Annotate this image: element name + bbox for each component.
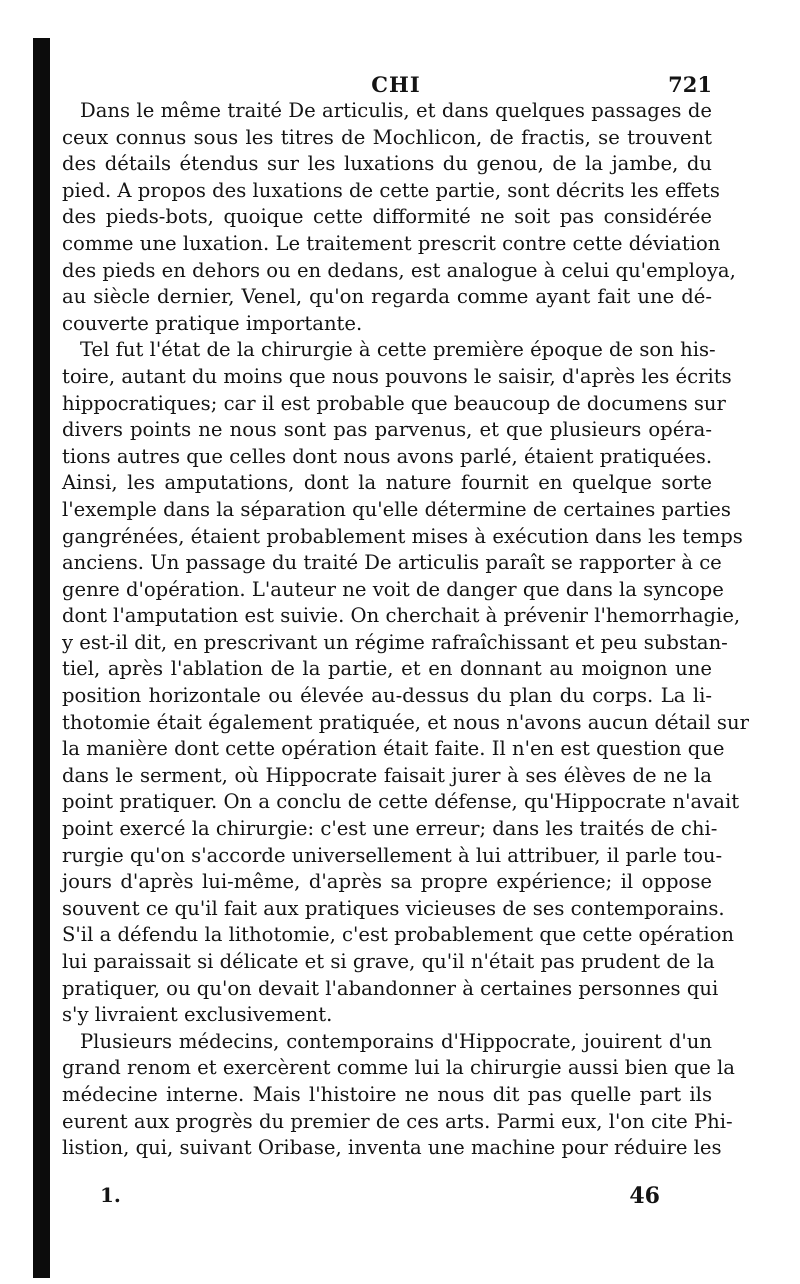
text-line: tions autres que celles dont nous avons parlé, étaient pratiquées. xyxy=(62,444,713,468)
text-line: tiel, après l'ablation de la partie, et en donnant au moignon une xyxy=(62,657,712,681)
text-line: pratiquer, ou qu'on devait l'abandonner à certaines personnes qui xyxy=(62,976,719,1000)
text-line: y est-il dit, en prescrivant un régime rafraîchissant et peu substan- xyxy=(62,630,728,654)
text-line: Ainsi, les amputations, dont la nature fournit en quelque sorte xyxy=(62,471,712,495)
text-line: des pieds en dehors ou en dedans, est analogue à celui qu'employa, xyxy=(62,258,736,282)
page-edge-shadow xyxy=(33,38,50,1278)
text-line: jours d'après lui-même, d'après sa propre expérience; il oppose xyxy=(62,870,712,894)
signature-number: 46 xyxy=(629,1183,660,1209)
text-line: dont l'amputation est suivie. On cherchait à prévenir l'hemorrhagie, xyxy=(62,604,741,628)
text-line: listion, qui, suivant Oribase, inventa une machine pour réduire les xyxy=(62,1136,722,1160)
text-line: eurent aux progrès du premier de ces arts. Parmi eux, l'on cite Phi- xyxy=(62,1109,733,1133)
page-number: 721 xyxy=(668,72,712,97)
text-line: toire, autant du moins que nous pouvons le saisir, d'après les écrits xyxy=(62,364,732,388)
page-footer xyxy=(80,1183,712,1213)
text-line: dans le serment, où Hippocrate faisait jurer à ses élèves de ne la xyxy=(62,763,712,787)
text-line: au siècle dernier, Venel, qu'on regarda comme ayant fait une dé- xyxy=(62,285,712,309)
text-line: genre d'opération. L'auteur ne voit de danger que dans la syncope xyxy=(62,577,724,601)
text-line: couverte pratique importante. xyxy=(62,311,363,335)
text-line: Plusieurs médecins, contemporains d'Hippocrate, jouirent d'un xyxy=(80,1029,712,1053)
text-line: comme une luxation. Le traitement prescrit contre cette déviation xyxy=(62,231,721,255)
text-line: la manière dont cette opération était faite. Il n'en est question que xyxy=(62,737,725,761)
text-line: souvent ce qu'il fait aux pratiques vicieuses de ses contemporains. xyxy=(62,896,725,920)
body-text xyxy=(62,98,749,1162)
running-head: CHI xyxy=(371,72,421,97)
text-line: médecine interne. Mais l'histoire ne nous dit pas quelle part ils xyxy=(62,1082,712,1106)
text-line: S'il a défendu la lithotomie, c'est probablement que cette opération xyxy=(62,923,735,947)
text-line: Dans le même traité De articulis, et dans quelques passages de xyxy=(80,99,712,122)
text-line: rurgie qu'on s'accorde universellement à lui attribuer, il parle tou- xyxy=(62,843,723,867)
text-line: des pieds-bots, quoique cette difformité ne soit pas considérée xyxy=(62,205,712,229)
text-line: gangrénées, étaient probablement mises à exécution dans les temps xyxy=(62,524,743,548)
text-line: grand renom et exercèrent comme lui la chirurgie aussi bien que la xyxy=(62,1056,735,1080)
text-line: point pratiquer. On a conclu de cette défense, qu'Hippocrate n'avait xyxy=(62,790,740,814)
text-line: pied. A propos des luxations de cette partie, sont décrits les effets xyxy=(62,178,720,202)
text-line: position horizontale ou élevée au-dessus du plan du corps. La li- xyxy=(62,684,712,708)
text-line: divers points ne nous sont pas parvenus, et que plusieurs opéra- xyxy=(62,418,712,442)
text-line: Tel fut l'état de la chirurgie à cette première époque de son his- xyxy=(80,338,716,362)
text-line: thotomie était également pratiquée, et nous n'avons aucun détail sur xyxy=(62,710,749,734)
signature-mark: 1. xyxy=(100,1183,121,1207)
text-line: ceux connus sous les titres de Mochlicon, de fractis, se trouvent xyxy=(62,125,712,149)
text-line: anciens. Un passage du traité De articulis paraît se rapporter à ce xyxy=(62,551,722,575)
text-line: l'exemple dans la séparation qu'elle détermine de certaines parties xyxy=(62,497,731,521)
text-line: point exercé la chirurgie: c'est une erreur; dans les traités de chi- xyxy=(62,817,718,841)
text-line: s'y livraient exclusivement. xyxy=(62,1003,333,1027)
text-line: des détails étendus sur les luxations du genou, de la jambe, du xyxy=(62,152,712,176)
text-line: hippocratiques; car il est probable que beaucoup de documens sur xyxy=(62,391,726,415)
text-line: lui paraissait si délicate et si grave, qu'il n'était pas prudent de la xyxy=(62,950,715,973)
